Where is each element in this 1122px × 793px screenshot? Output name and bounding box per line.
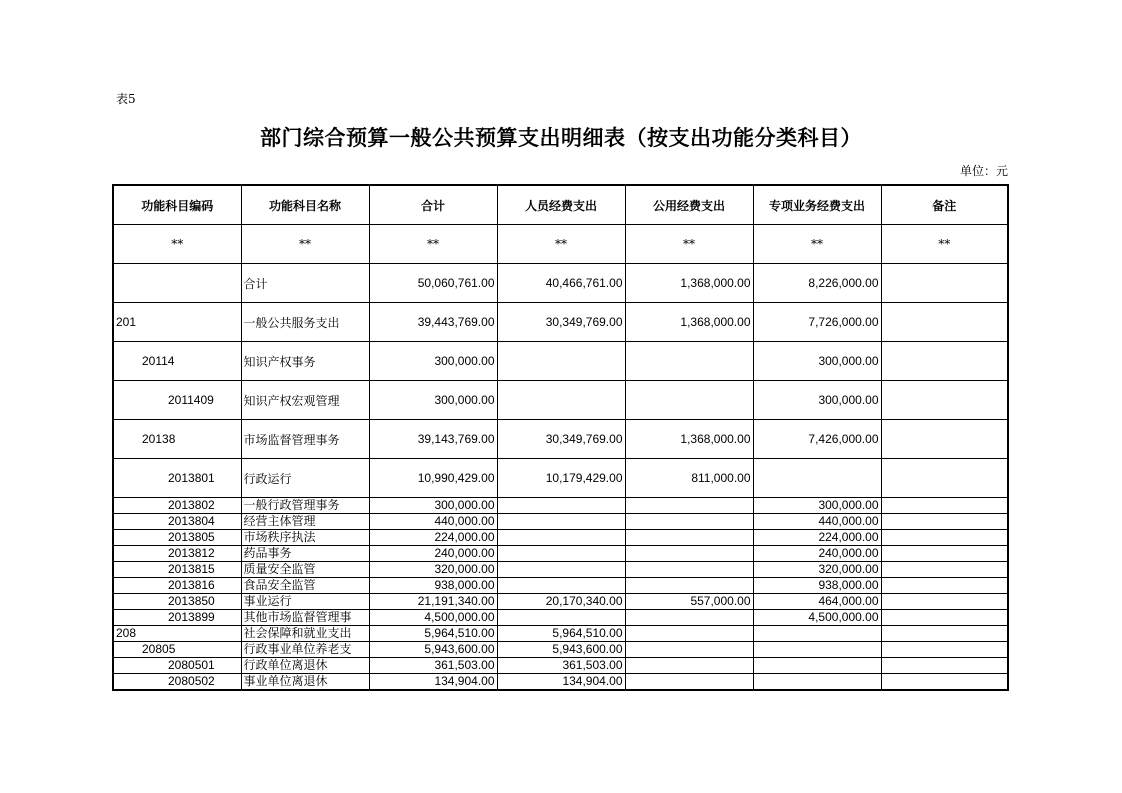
function-code-cell: 208 <box>113 626 241 642</box>
header-personnel-expense: 人员经费支出 <box>497 185 625 225</box>
personnel-expense-cell <box>497 514 625 530</box>
header-special-expense: 专项业务经费支出 <box>753 185 881 225</box>
placeholder-cell: ** <box>497 225 625 264</box>
remarks-cell <box>881 498 1008 514</box>
public-expense-cell: 1,368,000.00 <box>625 264 753 303</box>
special-expense-cell: 240,000.00 <box>753 546 881 562</box>
header-total: 合计 <box>369 185 497 225</box>
special-expense-cell: 300,000.00 <box>753 498 881 514</box>
placeholder-cell: ** <box>369 225 497 264</box>
special-expense-cell: 8,226,000.00 <box>753 264 881 303</box>
total-cell: 440,000.00 <box>369 514 497 530</box>
function-code-cell: 2013802 <box>113 498 241 514</box>
personnel-expense-cell: 5,943,600.00 <box>497 642 625 658</box>
personnel-expense-cell: 30,349,769.00 <box>497 303 625 342</box>
function-name-cell: 事业运行 <box>241 594 369 610</box>
function-code-cell: 2013850 <box>113 594 241 610</box>
total-cell: 300,000.00 <box>369 498 497 514</box>
public-expense-cell <box>625 578 753 594</box>
table-row <box>113 578 1008 594</box>
special-expense-cell: 224,000.00 <box>753 530 881 546</box>
public-expense-cell: 811,000.00 <box>625 459 753 498</box>
function-name-cell: 社会保障和就业支出 <box>241 626 369 642</box>
header-public-expense: 公用经费支出 <box>625 185 753 225</box>
public-expense-cell <box>625 626 753 642</box>
remarks-cell <box>881 674 1008 691</box>
function-name-cell: 一般公共服务支出 <box>241 303 369 342</box>
table-row <box>113 514 1008 530</box>
public-expense-cell <box>625 530 753 546</box>
remarks-cell <box>881 658 1008 674</box>
remarks-cell <box>881 342 1008 381</box>
remarks-cell <box>881 578 1008 594</box>
total-cell: 938,000.00 <box>369 578 497 594</box>
table-row <box>113 498 1008 514</box>
personnel-expense-cell: 40,466,761.00 <box>497 264 625 303</box>
public-expense-cell: 557,000.00 <box>625 594 753 610</box>
function-name-cell: 知识产权宏观管理 <box>241 381 369 420</box>
public-expense-cell <box>625 674 753 691</box>
function-code-cell: 20805 <box>113 642 241 658</box>
public-expense-cell <box>625 514 753 530</box>
table-row <box>113 642 1008 658</box>
function-code-cell: 2013804 <box>113 514 241 530</box>
remarks-cell <box>881 594 1008 610</box>
special-expense-cell: 300,000.00 <box>753 342 881 381</box>
public-expense-cell: 1,368,000.00 <box>625 420 753 459</box>
function-name-cell: 事业单位离退休 <box>241 674 369 691</box>
function-code-cell: 2013812 <box>113 546 241 562</box>
function-code-cell <box>113 264 241 303</box>
placeholder-row <box>113 225 1008 264</box>
function-name-cell: 市场监督管理事务 <box>241 420 369 459</box>
special-expense-cell <box>753 674 881 691</box>
function-code-cell: 2013899 <box>113 610 241 626</box>
remarks-cell <box>881 546 1008 562</box>
function-name-cell: 市场秩序执法 <box>241 530 369 546</box>
function-name-cell: 质量安全监管 <box>241 562 369 578</box>
table-row <box>113 420 1008 459</box>
header-function-code: 功能科目编码 <box>113 185 241 225</box>
function-code-cell: 2080502 <box>113 674 241 691</box>
table-row <box>113 381 1008 420</box>
total-cell: 320,000.00 <box>369 562 497 578</box>
remarks-cell <box>881 381 1008 420</box>
remarks-cell <box>881 514 1008 530</box>
special-expense-cell: 464,000.00 <box>753 594 881 610</box>
total-cell: 300,000.00 <box>369 342 497 381</box>
total-cell: 5,964,510.00 <box>369 626 497 642</box>
total-cell: 224,000.00 <box>369 530 497 546</box>
table-row <box>113 626 1008 642</box>
special-expense-cell <box>753 642 881 658</box>
total-cell: 240,000.00 <box>369 546 497 562</box>
public-expense-cell <box>625 342 753 381</box>
remarks-cell <box>881 626 1008 642</box>
table-row <box>113 530 1008 546</box>
table-row <box>113 264 1008 303</box>
function-name-cell: 行政事业单位养老支 <box>241 642 369 658</box>
table-row <box>113 610 1008 626</box>
placeholder-cell: ** <box>241 225 369 264</box>
page-title: 部门综合预算一般公共预算支出明细表（按支出功能分类科目） <box>260 126 862 150</box>
placeholder-cell: ** <box>113 225 241 264</box>
table-body <box>113 264 1008 691</box>
personnel-expense-cell <box>497 562 625 578</box>
table-number-label: 表5 <box>116 92 136 106</box>
table-header-row <box>113 185 1008 225</box>
remarks-cell <box>881 642 1008 658</box>
public-expense-cell <box>625 381 753 420</box>
personnel-expense-cell: 361,503.00 <box>497 658 625 674</box>
special-expense-cell <box>753 626 881 642</box>
function-name-cell: 知识产权事务 <box>241 342 369 381</box>
total-cell: 4,500,000.00 <box>369 610 497 626</box>
function-name-cell: 药品事务 <box>241 546 369 562</box>
total-cell: 361,503.00 <box>369 658 497 674</box>
personnel-expense-cell: 20,170,340.00 <box>497 594 625 610</box>
personnel-expense-cell <box>497 578 625 594</box>
function-name-cell: 行政单位离退休 <box>241 658 369 674</box>
function-name-cell: 食品安全监管 <box>241 578 369 594</box>
remarks-cell <box>881 264 1008 303</box>
remarks-cell <box>881 610 1008 626</box>
total-cell: 134,904.00 <box>369 674 497 691</box>
total-cell: 21,191,340.00 <box>369 594 497 610</box>
personnel-expense-cell <box>497 546 625 562</box>
public-expense-cell <box>625 546 753 562</box>
personnel-expense-cell: 5,964,510.00 <box>497 626 625 642</box>
special-expense-cell <box>753 658 881 674</box>
remarks-cell <box>881 303 1008 342</box>
total-cell: 39,143,769.00 <box>369 420 497 459</box>
table-row <box>113 303 1008 342</box>
function-name-cell: 其他市场监督管理事 <box>241 610 369 626</box>
special-expense-cell: 4,500,000.00 <box>753 610 881 626</box>
personnel-expense-cell <box>497 530 625 546</box>
special-expense-cell: 7,426,000.00 <box>753 420 881 459</box>
special-expense-cell: 938,000.00 <box>753 578 881 594</box>
personnel-expense-cell <box>497 498 625 514</box>
table-row <box>113 546 1008 562</box>
table-row <box>113 658 1008 674</box>
header-remarks: 备注 <box>881 185 1008 225</box>
special-expense-cell: 440,000.00 <box>753 514 881 530</box>
public-expense-cell <box>625 658 753 674</box>
function-name-cell: 合计 <box>241 264 369 303</box>
table-row <box>113 459 1008 498</box>
function-code-cell: 2013815 <box>113 562 241 578</box>
public-expense-cell <box>625 610 753 626</box>
table-row <box>113 562 1008 578</box>
special-expense-cell <box>753 459 881 498</box>
public-expense-cell <box>625 642 753 658</box>
table-row <box>113 594 1008 610</box>
remarks-cell <box>881 459 1008 498</box>
public-expense-cell: 1,368,000.00 <box>625 303 753 342</box>
total-cell: 39,443,769.00 <box>369 303 497 342</box>
total-cell: 300,000.00 <box>369 381 497 420</box>
function-code-cell: 2013801 <box>113 459 241 498</box>
special-expense-cell: 300,000.00 <box>753 381 881 420</box>
function-name-cell: 一般行政管理事务 <box>241 498 369 514</box>
remarks-cell <box>881 420 1008 459</box>
personnel-expense-cell: 134,904.00 <box>497 674 625 691</box>
public-expense-cell <box>625 498 753 514</box>
table-row <box>113 674 1008 691</box>
personnel-expense-cell <box>497 381 625 420</box>
function-name-cell: 经营主体管理 <box>241 514 369 530</box>
personnel-expense-cell: 30,349,769.00 <box>497 420 625 459</box>
total-cell: 50,060,761.00 <box>369 264 497 303</box>
placeholder-cell: ** <box>625 225 753 264</box>
function-code-cell: 2011409 <box>113 381 241 420</box>
function-name-cell: 行政运行 <box>241 459 369 498</box>
personnel-expense-cell: 10,179,429.00 <box>497 459 625 498</box>
special-expense-cell: 7,726,000.00 <box>753 303 881 342</box>
remarks-cell <box>881 530 1008 546</box>
total-cell: 10,990,429.00 <box>369 459 497 498</box>
table-row <box>113 342 1008 381</box>
function-code-cell: 201 <box>113 303 241 342</box>
budget-detail-table <box>112 184 1009 691</box>
function-code-cell: 20114 <box>113 342 241 381</box>
remarks-cell <box>881 562 1008 578</box>
placeholder-cell: ** <box>881 225 1008 264</box>
function-code-cell: 2080501 <box>113 658 241 674</box>
personnel-expense-cell <box>497 342 625 381</box>
function-code-cell: 20138 <box>113 420 241 459</box>
personnel-expense-cell <box>497 610 625 626</box>
total-cell: 5,943,600.00 <box>369 642 497 658</box>
unit-label: 单位：元 <box>959 164 1008 178</box>
function-code-cell: 2013816 <box>113 578 241 594</box>
placeholder-cell: ** <box>753 225 881 264</box>
special-expense-cell: 320,000.00 <box>753 562 881 578</box>
function-code-cell: 2013805 <box>113 530 241 546</box>
header-function-name: 功能科目名称 <box>241 185 369 225</box>
public-expense-cell <box>625 562 753 578</box>
